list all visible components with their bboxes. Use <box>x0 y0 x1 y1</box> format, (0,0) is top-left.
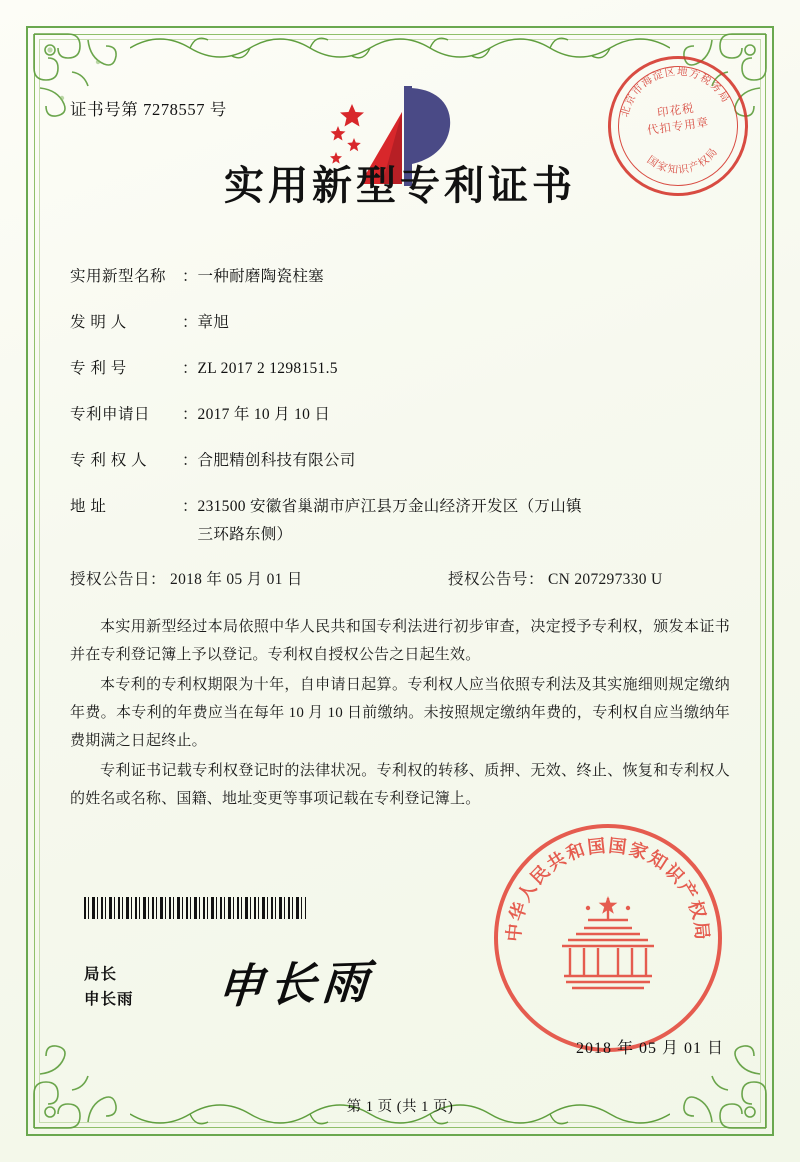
field-colon: ： <box>182 451 198 469</box>
grant-number-label: 授权公告号 <box>448 571 529 589</box>
field-value: 一种耐磨陶瓷柱塞 <box>197 268 324 285</box>
field-value: 章旭 <box>197 313 230 331</box>
legal-paragraph-3: 专利证书记载专利权登记时的法律状况。专利权的转移、质押、无效、终止、恢复和专利权人的姓名或名称、国籍、地址变更等事项记载在专利登记簿上。 <box>70 763 730 808</box>
field-value-address <box>198 497 730 546</box>
field-colon: ： <box>182 405 198 423</box>
field-label: 实用新型名称 <box>70 268 167 285</box>
field-row-utility-model-name <box>70 267 730 288</box>
director-role-label: 局长 <box>84 966 118 983</box>
page-title: 实用新型专利证书 <box>224 163 576 208</box>
field-row-address <box>70 497 730 546</box>
tax-seal-arc-label: 北京市海淀区地方税务局 <box>619 66 732 119</box>
field-label: 地 址 <box>70 497 107 515</box>
corner-ornament-icon <box>28 1038 124 1134</box>
tax-seal-line1: 印花税 <box>656 102 696 120</box>
certificate-content <box>70 60 730 815</box>
grant-date-colon: ： <box>150 571 167 589</box>
field-colon: ： <box>182 313 198 331</box>
grant-date-value: 2018 年 05 月 01 日 <box>170 571 303 589</box>
field-label: 专 利 号 <box>70 359 127 377</box>
grant-date-group <box>70 570 448 591</box>
certificate-number: 证书号第 7278557 号 <box>70 100 227 119</box>
field-row-inventor <box>70 313 730 334</box>
field-label: 专 利 权 人 <box>70 451 148 469</box>
field-list <box>70 267 730 591</box>
legal-text-block <box>70 613 730 813</box>
field-colon: ： <box>182 497 198 515</box>
field-label: 专利申请日 <box>70 405 151 423</box>
field-label: 发 明 人 <box>70 313 127 331</box>
issue-date: 2018 年 05 月 01 日 <box>575 1040 724 1057</box>
field-value: 合肥精创科技有限公司 <box>197 451 356 469</box>
barcode <box>84 897 306 919</box>
field-value: 2017 年 10 月 10 日 <box>197 405 331 423</box>
grant-date-label: 授权公告日 <box>70 571 151 589</box>
page-footer: 第 1 页 (共 1 页) <box>346 1099 454 1115</box>
grant-number-value: CN 207297330 U <box>548 571 663 589</box>
field-row-application-date <box>70 405 730 426</box>
address-line2: 三环路东侧） <box>197 525 293 543</box>
address-line1: 231500 安徽省巢湖市庐江县万金山经济开发区（万山镇 <box>197 497 582 515</box>
national-emblem-icon <box>554 890 662 994</box>
field-row-patentee <box>70 451 730 472</box>
legal-paragraph-2: 本专利的专利权期限为十年，自申请日起算。专利权人应当依照专利法及其实施细则规定缴纳年费。本专利的年费应当在每年 10 月 10 日前缴纳。未按照规定缴纳年费的，专利权自应当缴纳年费期满之日起终止。 <box>70 677 730 750</box>
national-seal-arc-label: 中华人民共和国国家知识产权局 <box>503 835 713 943</box>
field-value: ZL 2017 2 1298151.5 <box>197 359 338 377</box>
field-row-patent-number <box>70 359 730 380</box>
field-colon: ： <box>182 359 198 377</box>
grant-info-row <box>70 570 730 591</box>
legal-paragraph-1: 本实用新型经过本局依照中华人民共和国专利法进行初步审查，决定授予专利权，颁发本证书并在专利登记簿上予以登记。专利权自授权公告之日起生效。 <box>70 619 730 664</box>
tax-seal-arc-bottom-label: 国家知识产权局 <box>644 146 721 177</box>
director-name-label: 申长雨 <box>84 991 134 1008</box>
field-colon: ： <box>182 268 198 285</box>
grant-number-colon: ： <box>528 571 545 589</box>
director-signature: 申长雨 <box>215 956 376 1013</box>
national-seal <box>494 824 722 1052</box>
grant-number-group <box>448 570 730 591</box>
director-block <box>84 962 134 1012</box>
tax-seal-line2: 代扣专用章 <box>646 116 710 138</box>
